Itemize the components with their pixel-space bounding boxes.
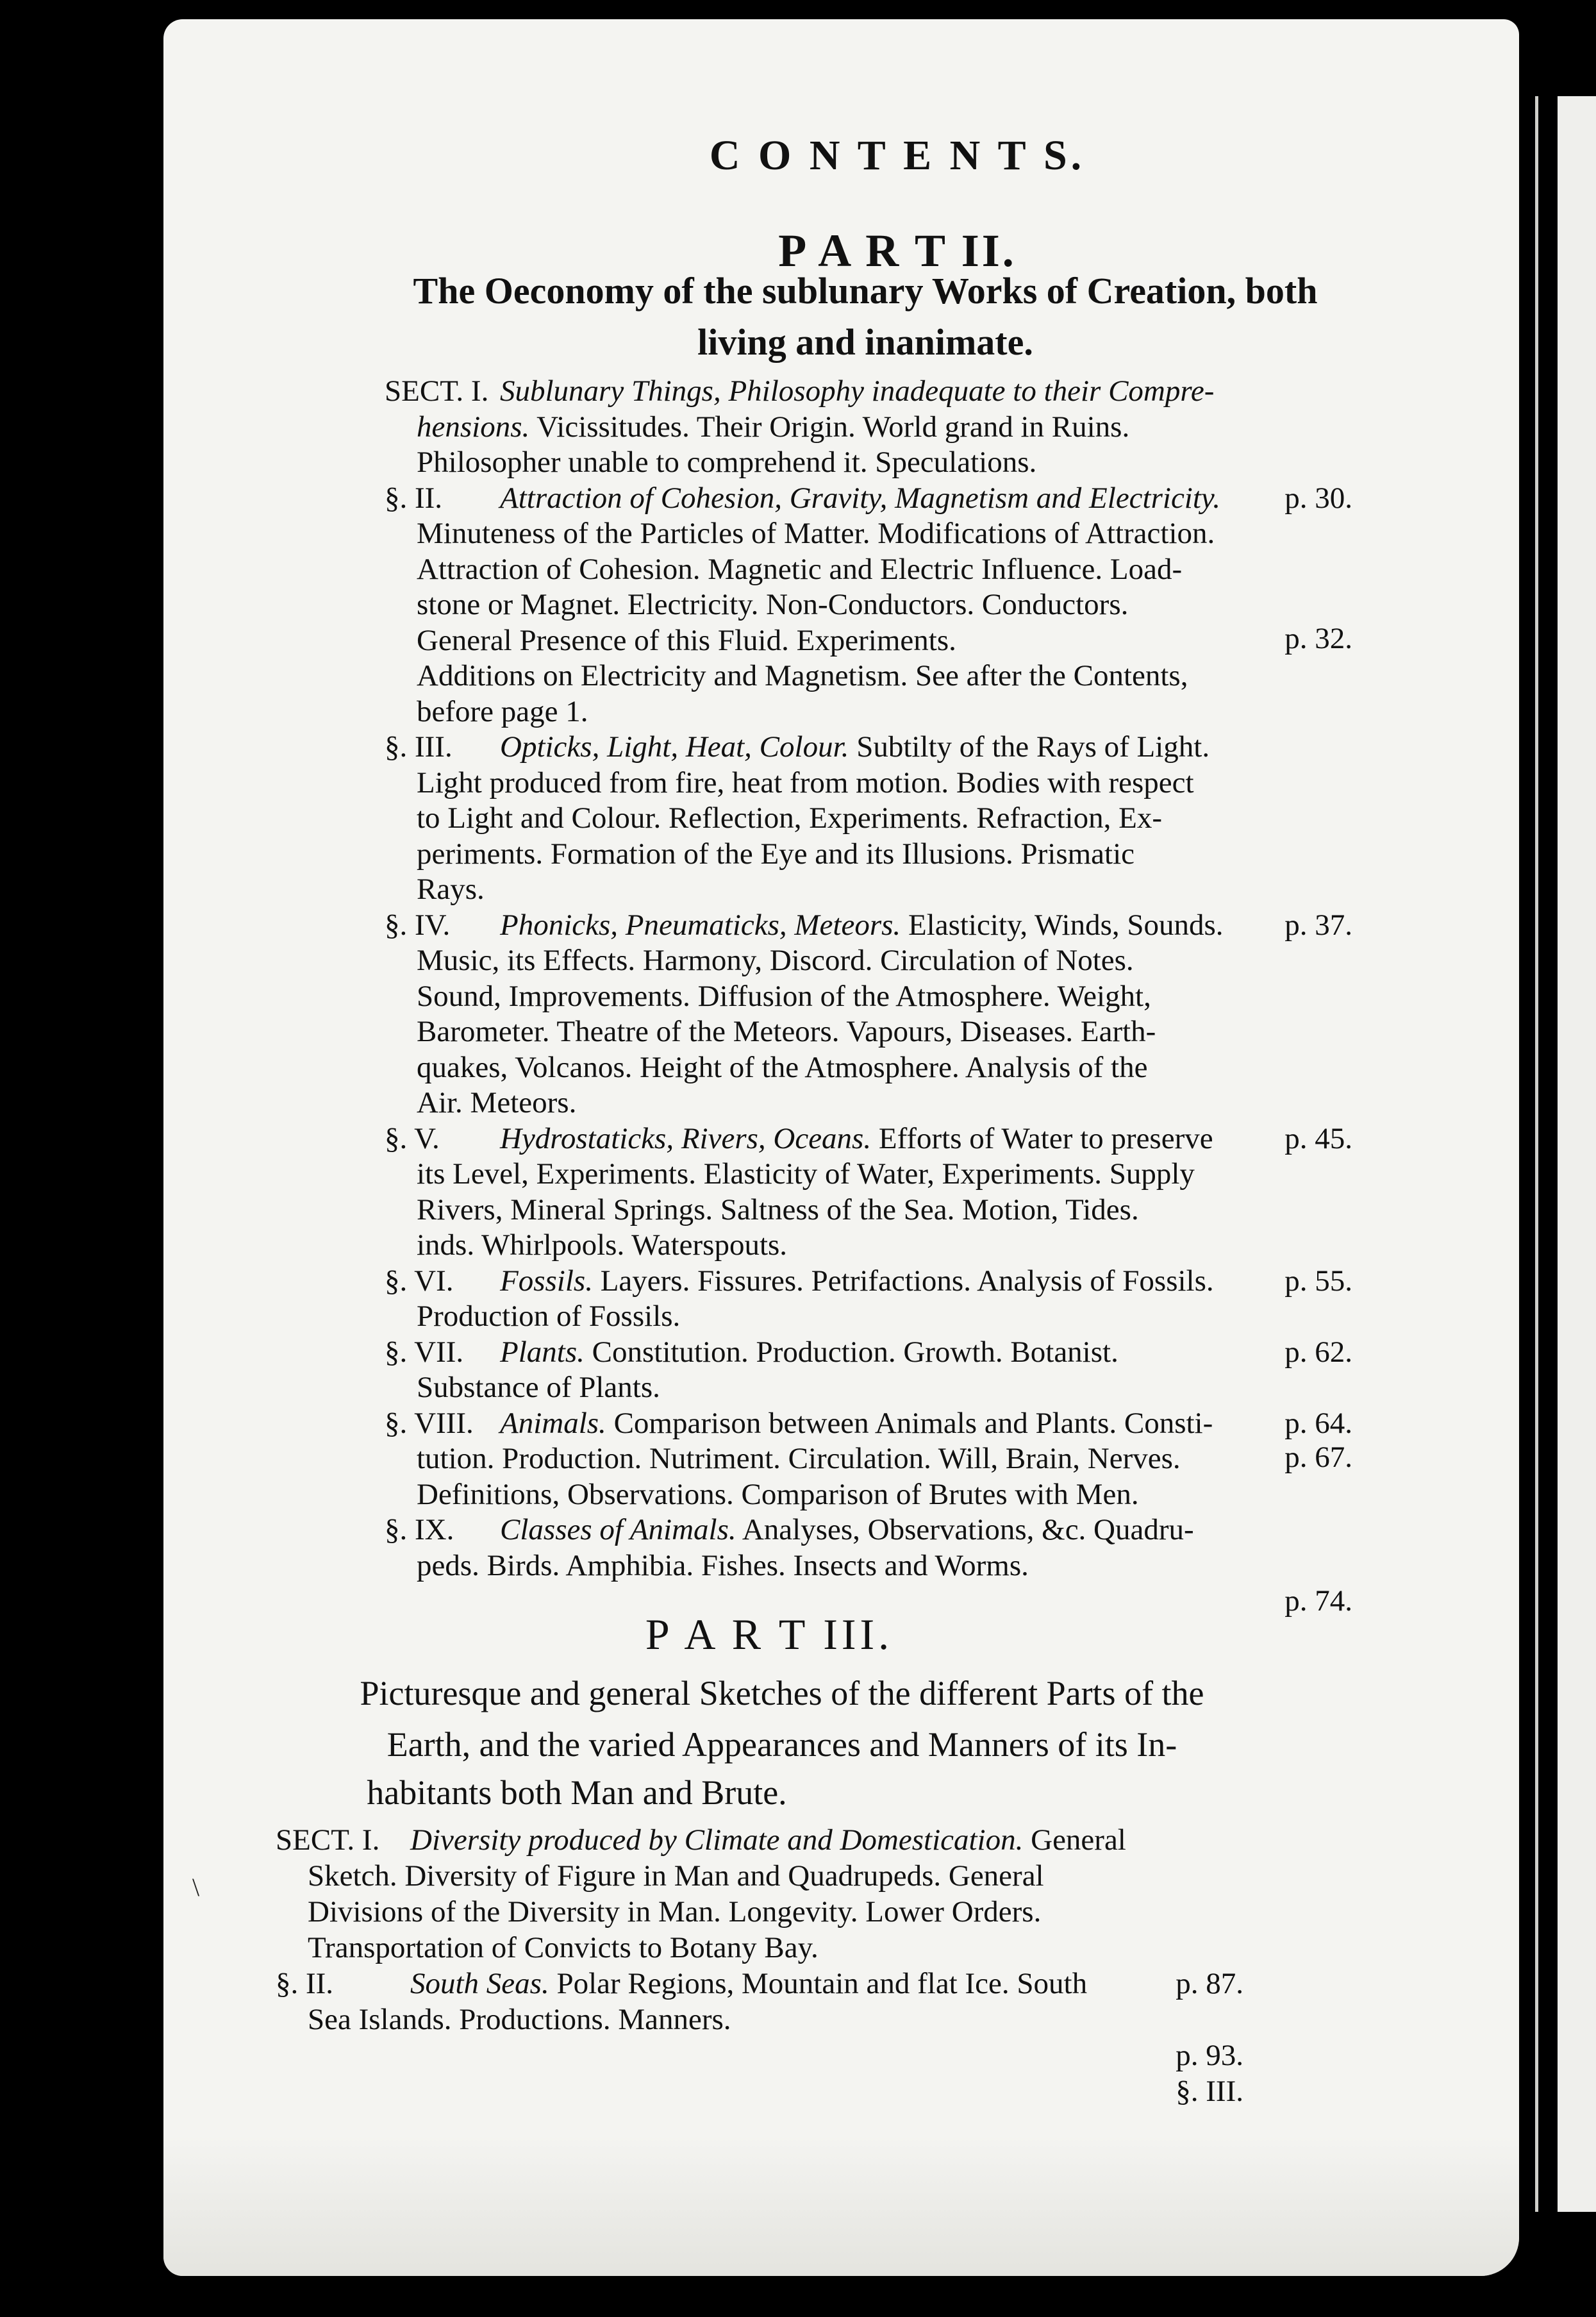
entry-text <box>500 1119 1213 1158</box>
section-number: §. II. <box>276 1967 334 2000</box>
entry-description: stone or Magnet. Electricity. Non-Conductors. Conductors. <box>417 588 1129 621</box>
contents-line <box>0 1191 1596 1229</box>
entry-description: quakes, Volcanos. Height of the Atmosphere. Analysis of the <box>417 1050 1148 1084</box>
entry-text <box>417 1191 1139 1229</box>
entry-text <box>417 1155 1195 1193</box>
contents-line <box>0 870 1596 908</box>
entry-text <box>500 479 1220 517</box>
entry-text <box>417 1546 1029 1585</box>
entry-text <box>417 941 1134 980</box>
entry-text <box>417 977 1151 1016</box>
entry-text <box>410 1821 1126 1859</box>
contents-line <box>0 799 1596 837</box>
contents-line <box>0 1333 1596 1371</box>
contents-line <box>0 479 1596 517</box>
entry-text <box>417 1083 576 1122</box>
entry-text <box>417 585 1128 624</box>
section-number: §. IV. <box>385 908 451 942</box>
contents-line <box>0 1928 1596 1967</box>
page-reference: p. 30. <box>1284 481 1352 515</box>
entry-description: Transportation of Convicts to Botany Bay. <box>308 1931 819 1964</box>
contents-line <box>0 2036 1596 2075</box>
section-topic: Animals. <box>500 1406 606 1440</box>
section-topic: hensions. <box>417 410 530 444</box>
entry-text <box>500 1510 1194 1549</box>
section-topic: Hydrostaticks, Rivers, Oceans. <box>500 1121 872 1155</box>
entry-description: Production of Fossils. <box>417 1300 681 1333</box>
entry-text <box>417 443 1036 481</box>
contents-line <box>0 372 1596 410</box>
contents-line <box>0 1546 1596 1585</box>
entry-description: Analyses, Observations, &c. Quadru- <box>742 1513 1194 1546</box>
entry-text <box>417 621 956 660</box>
contents-line <box>0 728 1596 766</box>
entry-text <box>417 514 1215 553</box>
page-reference: p. 55. <box>1284 1264 1352 1298</box>
contents-line <box>0 1297 1596 1335</box>
contents-line <box>0 1821 1596 1859</box>
entry-text <box>500 1333 1118 1371</box>
contents-line <box>0 1048 1596 1087</box>
entry-description: Definitions, Observations. Comparison of Brutes with Men. <box>417 1477 1139 1511</box>
contents-line <box>0 1893 1596 1931</box>
page-reference: p. 64. <box>1284 1406 1352 1440</box>
page-reference: p. 62. <box>1284 1335 1352 1369</box>
part3-heading: P A R T III. <box>645 1610 894 1659</box>
contents-title: C O N T E N T S. <box>709 132 1086 179</box>
contents-line <box>0 585 1596 624</box>
entry-text <box>417 1368 660 1407</box>
page-reference: p. 32. <box>1284 622 1352 655</box>
entry-text <box>417 1439 1181 1478</box>
section-topic: Attraction of Cohesion, Gravity, Magnetism and Electricity. <box>500 481 1220 515</box>
contents-line <box>0 906 1596 944</box>
entry-description: Additions on Electricity and Magnetism. See after the Contents, <box>417 659 1188 692</box>
section-number: §. VIII. <box>385 1406 474 1440</box>
contents-line <box>0 835 1596 873</box>
contents-line <box>0 1368 1596 1407</box>
entry-text <box>417 835 1135 873</box>
contents-line <box>0 1510 1596 1549</box>
section-number: SECT. I. <box>276 1823 380 1857</box>
entry-description: General Presence of this Fluid. Experiments. <box>417 623 956 657</box>
section-number: §. IX. <box>385 1513 454 1546</box>
entry-text <box>417 870 485 908</box>
entry-description: before page 1. <box>417 694 588 728</box>
section-number: §. V. <box>385 1121 440 1155</box>
entry-description: Layers. Fissures. Petrifactions. Analysis of Fossils. <box>600 1264 1214 1298</box>
entry-description: Comparison between Animals and Plants. Consti- <box>613 1406 1213 1440</box>
section-number: §. VII. <box>385 1335 464 1369</box>
entry-text <box>500 906 1224 944</box>
entry-description: Attraction of Cohesion. Magnetic and Electric Influence. Load- <box>417 552 1183 586</box>
contents-line <box>0 550 1596 589</box>
contents-line <box>0 1119 1596 1158</box>
page-reference: p. 37. <box>1284 908 1352 942</box>
part3-subtitle-1: Picturesque and general Sketches of the different Parts of the <box>360 1674 1204 1712</box>
entry-description: Efforts of Water to preserve <box>878 1121 1213 1155</box>
entry-description: tution. Production. Nutriment. Circulation. Will, Brain, Nerves. <box>417 1442 1181 1475</box>
contents-line <box>0 1404 1596 1443</box>
entry-description: Barometer. Theatre of the Meteors. Vapours, Diseases. Earth- <box>417 1015 1156 1048</box>
entry-description: Divisions of the Diversity in Man. Longevity. Lower Orders. <box>308 1895 1042 1928</box>
entry-text <box>417 550 1182 589</box>
section-topic: Plants. <box>500 1335 585 1369</box>
contents-line <box>0 941 1596 980</box>
entry-description: Music, its Effects. Harmony, Discord. Circulation of Notes. <box>417 944 1134 977</box>
contents-line <box>0 408 1596 446</box>
entry-description: inds. Whirlpools. Waterspouts. <box>417 1228 788 1262</box>
entry-text <box>308 1857 1044 1895</box>
contents-line <box>0 1262 1596 1300</box>
entry-text <box>417 799 1162 837</box>
entry-description: periments. Formation of the Eye and its Illusions. Prismatic <box>417 837 1135 871</box>
entry-description: Sound, Improvements. Diffusion of the Atmosphere. Weight, <box>417 979 1151 1013</box>
entry-text <box>308 2000 731 2039</box>
contents-line <box>0 443 1596 481</box>
entry-description: Air. Meteors. <box>417 1086 577 1119</box>
contents-line <box>0 1226 1596 1264</box>
entry-description: Substance of Plants. <box>417 1371 660 1404</box>
entry-description: Sketch. Diversity of Figure in Man and Quadrupeds. General <box>308 1859 1044 1893</box>
page-reference: p. 67. <box>1284 1440 1352 1474</box>
entry-text <box>417 692 588 731</box>
entry-text <box>500 1262 1214 1300</box>
section-number: §. III. <box>385 730 453 764</box>
entry-description: Rays. <box>417 873 485 906</box>
contents-line <box>0 764 1596 802</box>
page-reference: p. 93. <box>1176 2039 1243 2072</box>
entry-text <box>417 1012 1156 1051</box>
section-topic: Phonicks, Pneumaticks, Meteors. <box>500 908 901 942</box>
entry-text <box>417 1475 1139 1514</box>
entry-text <box>308 1928 819 1967</box>
section-topic: Classes of Animals. <box>500 1513 736 1546</box>
part3-subtitle-3: habitants both Man and Brute. <box>367 1773 787 1812</box>
entry-description: Rivers, Mineral Springs. Saltness of the Sea. Motion, Tides. <box>417 1192 1139 1226</box>
entry-text <box>410 1964 1087 2003</box>
part2-heading: P A R T II. <box>778 225 1017 276</box>
contents-line <box>0 2072 1596 2111</box>
page-reference: p. 87. <box>1176 1967 1243 2000</box>
entry-text <box>417 657 1188 695</box>
margin-mark: \ <box>192 1873 200 1902</box>
entry-description: Subtilty of the Rays of Light. <box>856 730 1210 764</box>
entry-description: General <box>1031 1823 1126 1857</box>
entry-text <box>417 1226 787 1264</box>
entry-text <box>417 764 1194 802</box>
contents-line <box>0 1155 1596 1193</box>
entry-description: to Light and Colour. Reflection, Experiments. Refraction, Ex- <box>417 801 1162 835</box>
entry-description: its Level, Experiments. Elasticity of Water, Experiments. Supply <box>417 1157 1195 1191</box>
entry-text <box>417 1297 680 1335</box>
entry-description: Constitution. Production. Growth. Botanist. <box>592 1335 1118 1369</box>
entry-description: Elasticity, Winds, Sounds. <box>908 908 1224 942</box>
contents-line <box>0 692 1596 731</box>
page-reference: §. III. <box>1176 2075 1243 2108</box>
entry-text <box>500 372 1214 410</box>
entry-description: Minuteness of the Particles of Matter. Modifications of Attraction. <box>417 517 1215 550</box>
entry-description: peds. Birds. Amphibia. Fishes. Insects and Worms. <box>417 1548 1029 1582</box>
contents-line <box>0 514 1596 553</box>
section-number: §. II. <box>385 481 443 515</box>
entry-text <box>308 1893 1041 1931</box>
entry-text <box>500 728 1209 766</box>
entry-description: Sea Islands. Productions. Manners. <box>308 2003 731 2036</box>
entry-text <box>500 1404 1213 1443</box>
page-reference: p. 74. <box>1284 1584 1352 1618</box>
contents-line <box>0 1964 1596 2003</box>
section-topic: South Seas. <box>410 1967 549 2000</box>
section-topic: Diversity produced by Climate and Domestication. <box>410 1823 1024 1857</box>
part2-subtitle-1: The Oeconomy of the sublunary Works of Creation, both <box>413 270 1318 312</box>
contents-line <box>0 1439 1596 1478</box>
contents-line <box>0 621 1596 660</box>
section-topic: Sublunary Things, Philosophy inadequate to their Compre- <box>500 374 1215 408</box>
entry-description: Light produced from fire, heat from motion. Bodies with respect <box>417 765 1194 799</box>
entry-description: Philosopher unable to comprehend it. Speculations. <box>417 446 1037 479</box>
section-topic: Opticks, Light, Heat, Colour. <box>500 730 849 764</box>
entry-description: Vicissitudes. Their Origin. World grand in Ruins. <box>536 410 1130 444</box>
part3-subtitle-2: Earth, and the varied Appearances and Manners of its In- <box>387 1725 1177 1764</box>
entry-description: Polar Regions, Mountain and flat Ice. South <box>556 1967 1088 2000</box>
part2-subtitle-2: living and inanimate. <box>697 321 1033 363</box>
contents-line <box>0 1083 1596 1122</box>
contents-line <box>0 977 1596 1016</box>
entry-text <box>417 1048 1147 1087</box>
section-topic: Fossils. <box>500 1264 593 1298</box>
contents-line <box>0 1857 1596 1895</box>
contents-line <box>0 1012 1596 1051</box>
section-number: SECT. I. <box>385 374 489 408</box>
contents-line <box>0 2000 1596 2039</box>
page-reference: p. 45. <box>1284 1121 1352 1155</box>
entry-text <box>417 408 1129 446</box>
section-number: §. VI. <box>385 1264 454 1298</box>
